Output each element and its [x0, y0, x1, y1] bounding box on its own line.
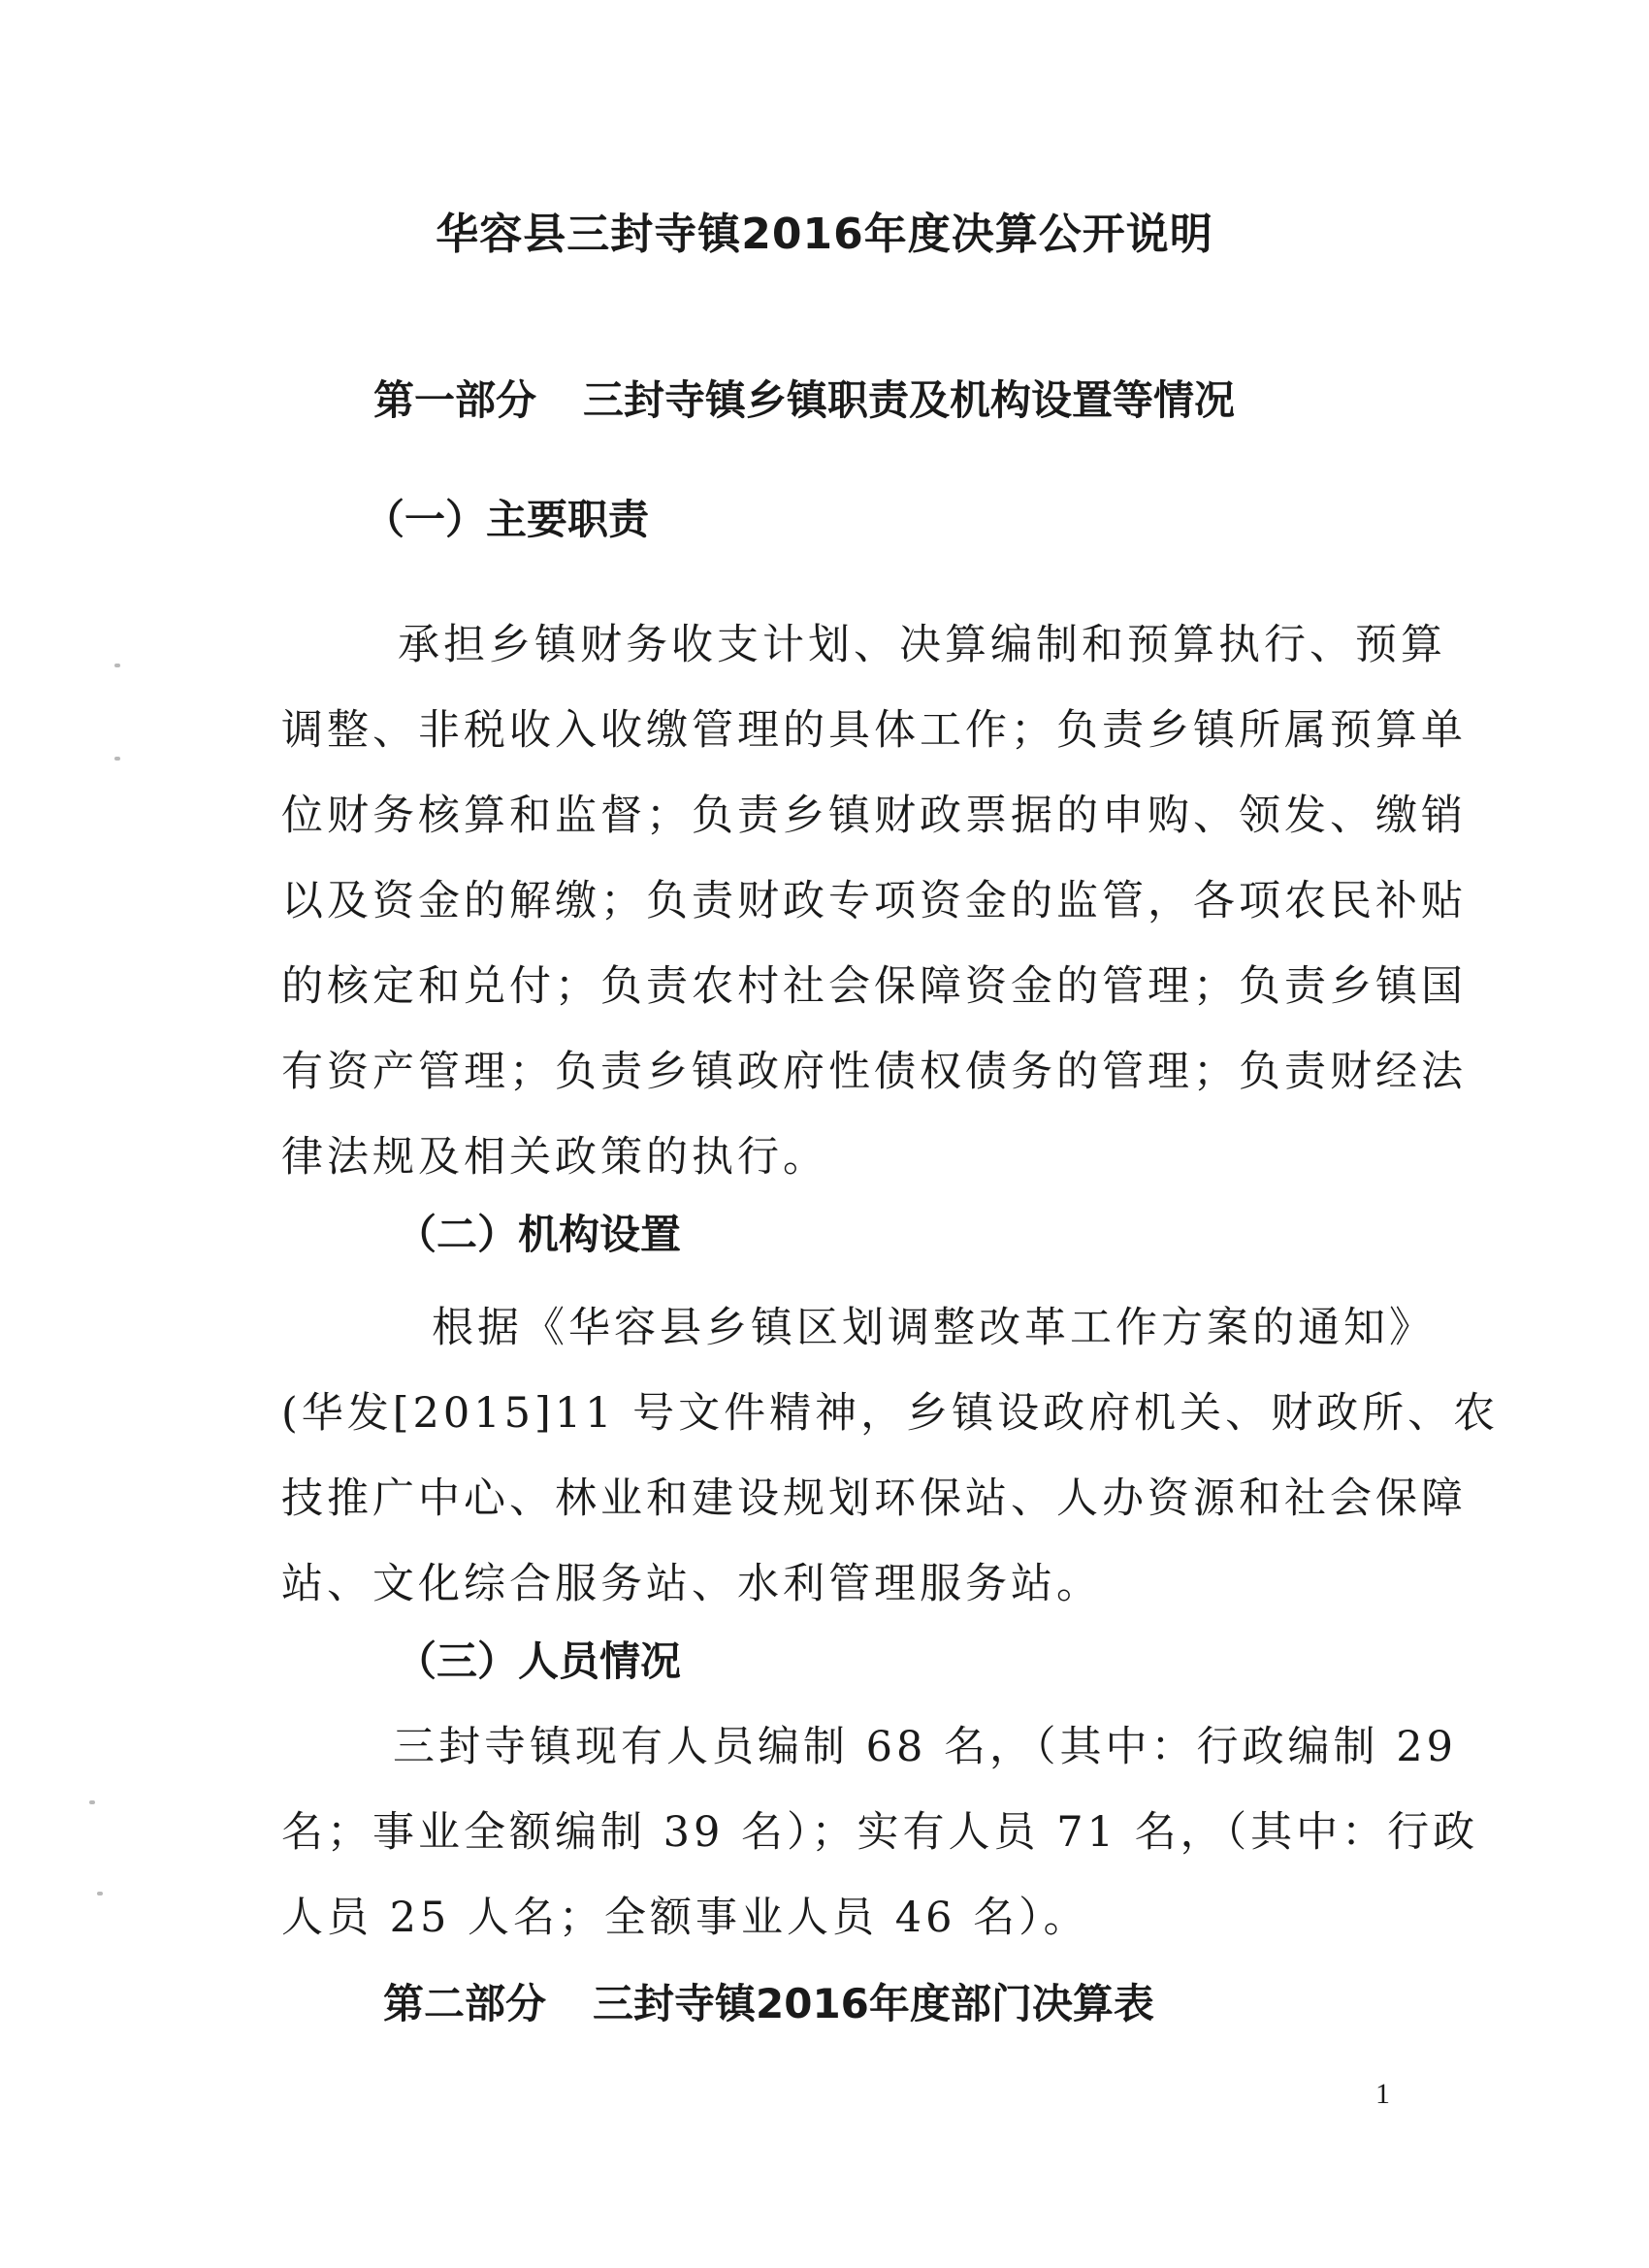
part2-title: 三封寺镇2016年度部门决算表	[593, 1980, 1154, 2027]
part1-title: 三封寺镇乡镇职责及机构设置等情况	[583, 376, 1236, 424]
organization-line-2: (华发[2015]11 号文件精神，乡镇设政府机关、财政所、农	[281, 1389, 1500, 1438]
scan-speck	[114, 664, 120, 667]
section-heading-staff: （三）人员情况	[396, 1637, 682, 1685]
duties-line-2: 调整、非税收入收缴管理的具体工作；负责乡镇所属预算单	[281, 706, 1467, 755]
organization-line-1: 根据《华容县乡镇区划调整改革工作方案的通知》	[432, 1304, 1435, 1352]
part1-label: 第一部分	[373, 376, 537, 424]
document-title: 华容县三封寺镇2016年度决算公开说明	[436, 210, 1213, 259]
duties-line-7: 律法规及相关政策的执行。	[281, 1133, 828, 1182]
duties-line-5: 的核定和兑付；负责农村社会保障资金的管理；负责乡镇国	[281, 962, 1467, 1011]
scan-speck	[97, 1892, 103, 1895]
section-heading-duties: （一）主要职责	[364, 496, 650, 543]
staff-line-1: 三封寺镇现有人员编制 68 名，（其中：行政编制 29	[393, 1723, 1457, 1771]
organization-line-3: 技推广中心、林业和建设规划环保站、人办资源和社会保障	[281, 1474, 1467, 1523]
staff-line-2: 名；事业全额编制 39 名）；实有人员 71 名，（其中：行政	[281, 1808, 1479, 1857]
duties-line-4: 以及资金的解缴；负责财政专项资金的监管，各项农民补贴	[281, 877, 1467, 925]
duties-line-1: 承担乡镇财务收支计划、决算编制和预算执行、预算	[398, 621, 1446, 669]
part2-heading	[383, 1972, 1154, 2030]
part2-label: 第二部分	[383, 1980, 547, 2027]
organization-line-4: 站、文化综合服务站、水利管理服务站。	[281, 1560, 1102, 1608]
duties-line-3: 位财务核算和监督；负责乡镇财政票据的申购、领发、缴销	[281, 792, 1467, 840]
staff-line-3: 人员 25 人名；全额事业人员 46 名）。	[281, 1894, 1089, 1942]
part1-heading	[373, 369, 1235, 427]
section-heading-organization: （二）机构设置	[396, 1211, 682, 1258]
duties-line-6: 有资产管理；负责乡镇政府性债权债务的管理；负责财经法	[281, 1048, 1467, 1096]
scan-speck	[89, 1800, 95, 1804]
page-number: 1	[1375, 2078, 1390, 2110]
scan-speck	[114, 757, 120, 761]
